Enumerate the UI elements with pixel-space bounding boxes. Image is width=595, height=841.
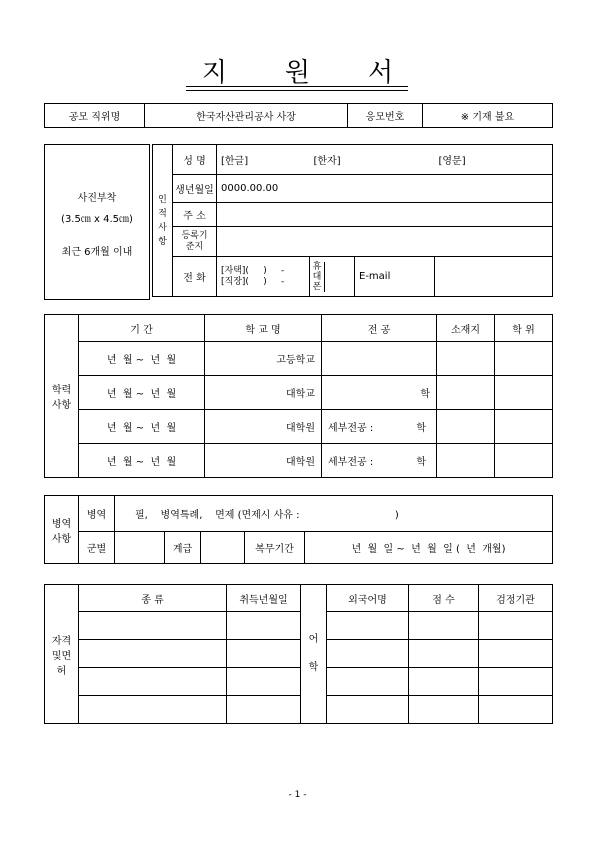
edu-school[interactable]: 대학원 xyxy=(205,444,322,478)
edu-major-suffix: 학 xyxy=(416,457,426,468)
name-kor[interactable]: [한글] xyxy=(217,145,310,175)
lang-header-score: 점 수 xyxy=(409,585,479,612)
cert-date[interactable] xyxy=(227,668,301,696)
document-title: 지원서 xyxy=(201,58,452,88)
edu-location[interactable] xyxy=(437,342,495,376)
edu-major-suffix: 학 xyxy=(416,423,426,434)
edu-header-location: 소재지 xyxy=(437,315,495,342)
edu-period[interactable]: 년 월 ~ 년 월 xyxy=(79,342,205,376)
name-label: 성 명 xyxy=(173,145,217,175)
email-value[interactable] xyxy=(435,257,553,297)
lang-score[interactable] xyxy=(409,696,479,724)
edu-school[interactable]: 고등학교 xyxy=(205,342,322,376)
edu-header-period: 기 간 xyxy=(79,315,205,342)
edu-major[interactable]: 학 xyxy=(322,376,437,410)
cert-header-date: 취득년월일 xyxy=(227,585,301,612)
reg-label: 등록기준지 xyxy=(173,227,217,257)
lang-score[interactable] xyxy=(409,640,479,668)
lang-org[interactable] xyxy=(479,668,553,696)
lang-score[interactable] xyxy=(409,612,479,640)
military-status-label: 병역 xyxy=(79,496,115,532)
page-number: - 1 - xyxy=(288,790,307,800)
edu-major[interactable] xyxy=(322,444,437,478)
cert-type[interactable] xyxy=(79,668,227,696)
name-han[interactable]: [한자] xyxy=(310,145,435,175)
edu-degree[interactable] xyxy=(495,444,553,478)
app-no-label: 응모번호 xyxy=(348,104,423,128)
email-label: E-mail xyxy=(355,257,435,297)
lang-header-name: 외국어명 xyxy=(327,585,409,612)
position-label: 공모 직위명 xyxy=(45,104,145,128)
military-section-label: 병역사항 xyxy=(45,496,79,564)
phone-work: [직장]( ) - xyxy=(221,276,285,287)
phone-label: 전 화 xyxy=(173,257,217,297)
reg-value[interactable] xyxy=(217,227,553,257)
photo-line3: 최근 6개월 이내 xyxy=(61,247,133,258)
mobile-label: 휴대폰 xyxy=(310,262,325,292)
edu-degree[interactable] xyxy=(495,410,553,444)
lang-score[interactable] xyxy=(409,668,479,696)
personal-table xyxy=(152,144,553,297)
edu-location[interactable] xyxy=(437,376,495,410)
edu-degree[interactable] xyxy=(495,376,553,410)
mobile-cell[interactable] xyxy=(310,257,355,297)
lang-section-label: 어학 xyxy=(301,585,327,724)
edu-location[interactable] xyxy=(437,410,495,444)
cert-date[interactable] xyxy=(227,612,301,640)
military-status-value[interactable]: 필, 병역특례, 면제 (면제시 사유 : ) xyxy=(115,496,553,532)
lang-org[interactable] xyxy=(479,696,553,724)
cert-type[interactable] xyxy=(79,612,227,640)
app-no-value: ※ 기재 불요 xyxy=(423,104,553,128)
photo-line1: 사진부착 xyxy=(77,193,117,204)
cert-date[interactable] xyxy=(227,640,301,668)
personal-section-label: 인적사항 xyxy=(153,145,173,297)
phone-values[interactable] xyxy=(217,257,310,297)
position-value[interactable]: 한국자산관리공사 사장 xyxy=(145,104,348,128)
cert-header-type: 종 류 xyxy=(79,585,227,612)
edu-major-prefix: 세부전공 : xyxy=(328,423,374,434)
certs-section-label: 자격및면허 xyxy=(45,585,79,724)
address-label: 주 소 xyxy=(173,203,217,227)
position-table xyxy=(44,103,553,128)
lang-name[interactable] xyxy=(327,612,409,640)
edu-school[interactable]: 대학원 xyxy=(205,410,322,444)
military-branch-value[interactable] xyxy=(115,532,165,564)
military-rank-value[interactable] xyxy=(201,532,245,564)
edu-period[interactable]: 년 월 ~ 년 월 xyxy=(79,444,205,478)
military-table xyxy=(44,495,553,564)
lang-org[interactable] xyxy=(479,640,553,668)
edu-degree[interactable] xyxy=(495,342,553,376)
lang-header-org: 검정기관 xyxy=(479,585,553,612)
certs-table xyxy=(44,584,553,724)
edu-header-major: 전 공 xyxy=(322,315,437,342)
military-branch-label: 군별 xyxy=(79,532,115,564)
birth-label: 생년월일 xyxy=(173,175,217,203)
birth-value[interactable]: 0000.00.00 xyxy=(217,175,553,203)
lang-org[interactable] xyxy=(479,612,553,640)
edu-major[interactable] xyxy=(322,410,437,444)
edu-school[interactable]: 대학교 xyxy=(205,376,322,410)
military-rank-label: 계급 xyxy=(165,532,201,564)
photo-line2: (3.5㎝ x 4.5㎝) xyxy=(61,214,133,225)
edu-header-degree: 학 위 xyxy=(495,315,553,342)
lang-name[interactable] xyxy=(327,668,409,696)
phone-home: [자택]( ) - xyxy=(221,265,285,276)
cert-type[interactable] xyxy=(79,640,227,668)
name-eng[interactable]: [영문] xyxy=(435,145,553,175)
education-section-label: 학력사항 xyxy=(45,315,79,478)
education-table xyxy=(44,314,553,478)
cert-date[interactable] xyxy=(227,696,301,724)
cert-type[interactable] xyxy=(79,696,227,724)
edu-location[interactable] xyxy=(437,444,495,478)
lang-name[interactable] xyxy=(327,640,409,668)
edu-major-prefix: 세부전공 : xyxy=(328,457,374,468)
edu-period[interactable]: 년 월 ~ 년 월 xyxy=(79,410,205,444)
military-period-value[interactable]: 년 월 일 ~ 년 월 일 ( 년 개월) xyxy=(305,532,553,564)
lang-name[interactable] xyxy=(327,696,409,724)
edu-header-school: 학 교 명 xyxy=(205,315,322,342)
edu-major[interactable] xyxy=(322,342,437,376)
photo-box[interactable] xyxy=(44,144,150,300)
address-value[interactable] xyxy=(217,203,553,227)
title-underline xyxy=(186,86,408,91)
military-period-label: 복무기간 xyxy=(245,532,305,564)
edu-period[interactable]: 년 월 ~ 년 월 xyxy=(79,376,205,410)
